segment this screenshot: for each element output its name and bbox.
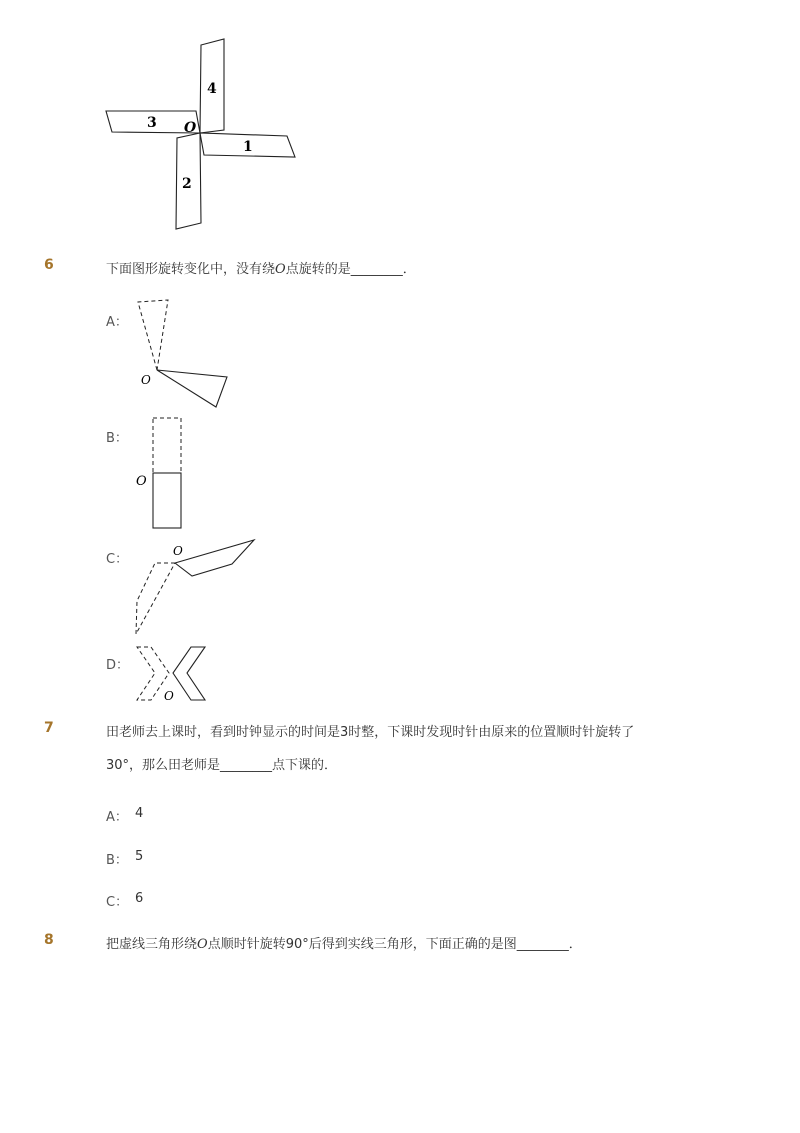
question-text: 30°，那么田老师是________点下课的． <box>106 758 338 773</box>
dashed-shape <box>153 418 181 473</box>
question-text-part: 点旋转的是________． <box>285 262 416 277</box>
option-label[interactable]: B： <box>106 431 128 446</box>
question-var: O <box>275 262 286 277</box>
question-text <box>106 258 416 277</box>
solid-shape <box>173 647 205 700</box>
question-text: 田老师去上课时，看到时钟显示的时间是3时整，下课时发现时针由原来的位置顺时针旋转了 <box>106 725 635 740</box>
point-o-label: O <box>164 689 174 703</box>
pinwheel-label-1: 1 <box>243 139 253 155</box>
option-value[interactable]: 6 <box>135 891 144 906</box>
point-o-label: O <box>173 544 183 558</box>
dashed-shape <box>136 563 175 634</box>
solid-shape <box>153 473 181 528</box>
pinwheel-figure <box>100 35 300 235</box>
question-text-part: 下面图形旋转变化中，没有绕 <box>106 262 276 277</box>
solid-shape <box>175 540 254 576</box>
option-label[interactable]: C： <box>106 895 129 910</box>
solid-shape <box>157 370 227 407</box>
question-text-part: 把虚线三角形绕 <box>106 937 198 952</box>
point-o-label: O <box>136 474 147 489</box>
pinwheel-label-4: 4 <box>207 81 217 97</box>
question-number: 6 <box>44 257 54 273</box>
option-label[interactable]: D： <box>106 658 130 673</box>
option-label[interactable]: B： <box>106 853 128 868</box>
option-value[interactable]: 5 <box>135 849 144 864</box>
question-number: 7 <box>44 720 54 736</box>
point-o-label: O <box>141 373 151 387</box>
option-value[interactable]: 4 <box>135 806 144 821</box>
dashed-shape <box>138 300 168 370</box>
option-label[interactable]: C： <box>106 552 129 567</box>
pinwheel-label-3: 3 <box>147 115 157 131</box>
option-label[interactable]: A： <box>106 315 128 330</box>
option-c-figure <box>130 538 265 638</box>
option-label[interactable]: A： <box>106 810 128 825</box>
option-a-figure <box>130 295 240 415</box>
question-text-part: 点顺时针旋转90°后得到实线三角形，下面正确的是图________． <box>207 937 582 952</box>
pinwheel-label-2: 2 <box>182 176 192 192</box>
option-b-figure <box>130 415 210 535</box>
question-var: O <box>197 937 208 952</box>
question-number: 8 <box>44 932 54 948</box>
option-d-figure <box>130 642 220 707</box>
question-text <box>106 933 582 952</box>
pinwheel-center-label: O <box>184 120 197 136</box>
